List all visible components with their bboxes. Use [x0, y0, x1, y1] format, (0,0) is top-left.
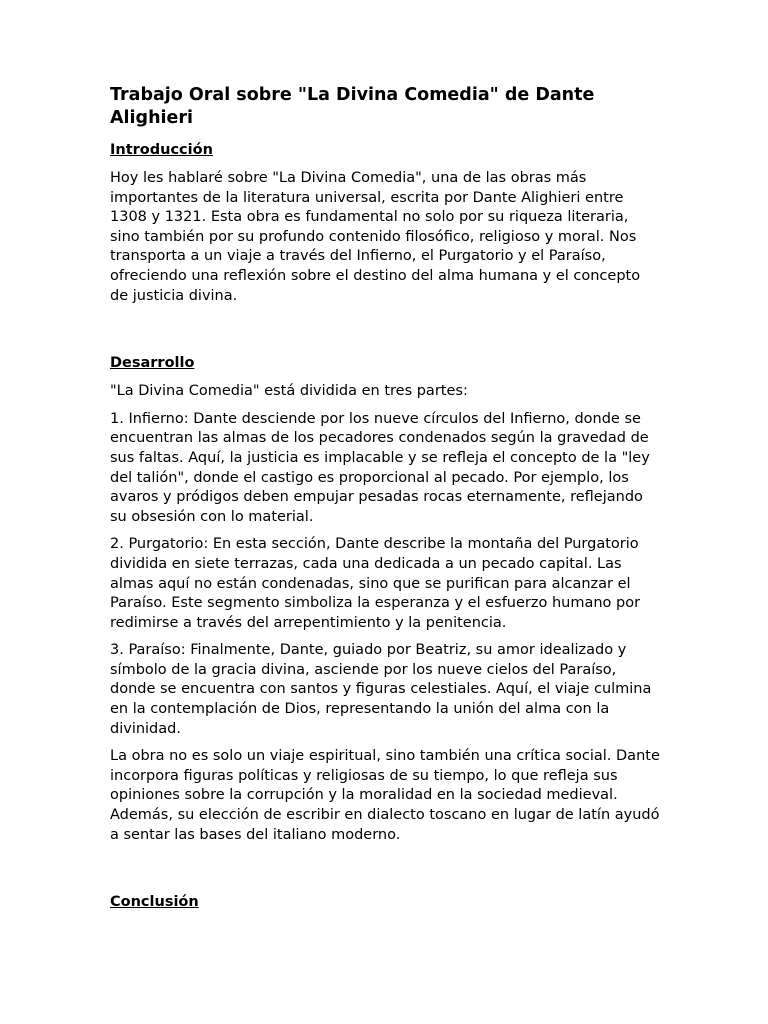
paragraph-purgatorio: 2. Purgatorio: En esta sección, Dante describe la montaña del Purgatorio dividida en siete terrazas, cada una dedicada a un pecado capital. Las almas aquí no están condenadas, sino que se purifican para alcanzar el Paraíso. Este segmento simboliza la esperanza y el esfuerzo humano por redimirse a través del arrepentimiento y la penitencia. — [110, 536, 641, 631]
paragraph-desarrollo-intro: "La Divina Comedia" está dividida en tres partes: — [110, 383, 468, 400]
section-heading-desarrollo: Desarrollo — [110, 355, 195, 372]
paragraph-introduccion: Hoy les hablaré sobre "La Divina Comedia", una de las obras más importantes de la literatura universal, escrita por Dante Alighieri entre 1308 y 1321. Esta obra es fundamental no solo por su riqueza literaria, sino también por su profundo contenido filosófico, religioso y moral. Nos transporta a un viaje a través del Infierno, el Purgatorio y el Paraíso, ofreciendo una reflexión sobre el destino del alma humana y el concepto de justicia divina. — [110, 170, 641, 304]
section-spacer — [110, 314, 660, 353]
paragraph-paraiso: 3. Paraíso: Finalmente, Dante, guiado por Beatriz, su amor idealizado y símbolo de la gracia divina, asciende por los nueve cielos del Paraíso, donde se encuentra con santos y figuras celestiales. Aquí, el viaje culmina en la contemplación de Dios, representando la unión del alma con la divinidad. — [110, 642, 652, 737]
paragraph-critica-social: La obra no es solo un viaje espiritual, sino también una crítica social. Dante incorpora figuras políticas y religiosas de su tiempo, lo que refleja sus opiniones sobre la corrupción y la moralidad en la sociedad medieval. Además, su elección de escribir en dialecto toscano en lugar de latín ayudó a sentar las bases del italiano moderno. — [110, 748, 660, 843]
section-heading-introduccion: Introducción — [110, 142, 213, 158]
section-heading-conclusion: Conclusión — [110, 894, 199, 911]
document-page — [110, 84, 660, 921]
section-spacer — [110, 853, 660, 892]
paragraph-infierno: 1. Infierno: Dante desciende por los nueve círculos del Infierno, donde se encuentran las almas de los pecadores condenados según la gravedad de sus faltas. Aquí, la justicia es implacable y se refleja el concepto de la "ley del talión", donde el castigo es proporcional al pecado. Por ejemplo, los avaros y pródigos deben empujar pesadas rocas eternamente, reflejando su obsesión con lo material. — [110, 410, 650, 525]
document-title: Trabajo Oral sobre "La Divina Comedia" de Dante Alighieri — [110, 85, 595, 128]
